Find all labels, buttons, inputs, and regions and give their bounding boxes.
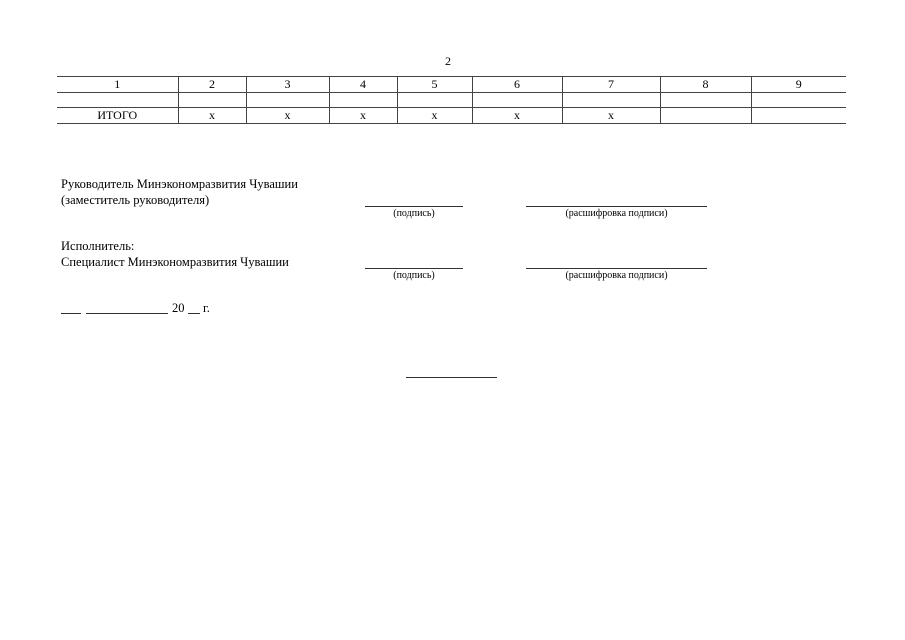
- table-cell: [562, 93, 660, 108]
- table-row: [57, 93, 846, 108]
- table-cell: х: [178, 108, 246, 124]
- head-position-line1: Руководитель Минэкономразвития Чувашии: [61, 177, 298, 191]
- table-header-cell: 4: [329, 77, 397, 93]
- table-cell: [246, 93, 329, 108]
- table-cell: [660, 108, 751, 124]
- page-number: 2: [445, 54, 451, 68]
- head-signature-caption: (подпись): [393, 208, 435, 219]
- head-transcript-caption: (расшифровка подписи): [565, 208, 668, 219]
- date-month-line: [86, 313, 168, 314]
- executor-signature-line: [365, 268, 463, 269]
- table-cell: [329, 93, 397, 108]
- table-cell: [751, 93, 846, 108]
- table-header-row: [57, 77, 846, 93]
- table-cell: [397, 93, 472, 108]
- table-cell: х: [397, 108, 472, 124]
- table-header-cell: 9: [751, 77, 846, 93]
- table-cell: х: [246, 108, 329, 124]
- table-header-cell: 3: [246, 77, 329, 93]
- date-year-line: [188, 313, 200, 314]
- closing-divider: [406, 377, 497, 378]
- executor-transcript-line: [526, 268, 707, 269]
- head-position-line2: (заместитель руководителя): [61, 193, 210, 207]
- executor-signature-caption: (подпись): [393, 270, 435, 281]
- date-day-line: [61, 313, 81, 314]
- table-cell: [751, 108, 846, 124]
- report-table: [57, 76, 846, 124]
- head-transcript-line: [526, 206, 707, 207]
- table-cell: х: [329, 108, 397, 124]
- table-header-cell: 5: [397, 77, 472, 93]
- total-label: ИТОГО: [57, 108, 178, 124]
- executor-label: Исполнитель:: [61, 239, 135, 253]
- date-year-prefix: 20: [172, 301, 185, 315]
- head-signature-line: [365, 206, 463, 207]
- table-header-cell: 8: [660, 77, 751, 93]
- table-cell: [660, 93, 751, 108]
- table-cell: [178, 93, 246, 108]
- table-header-cell: 2: [178, 77, 246, 93]
- table-cell: х: [472, 108, 562, 124]
- table-header-cell: 1: [57, 77, 178, 93]
- table-cell: [57, 93, 178, 108]
- table-total-row: [57, 108, 846, 124]
- table-header-cell: 7: [562, 77, 660, 93]
- table-header-cell: 6: [472, 77, 562, 93]
- table-cell: х: [562, 108, 660, 124]
- date-year-suffix: г.: [203, 301, 210, 315]
- table-cell: [472, 93, 562, 108]
- executor-title: Специалист Минэкономразвития Чувашии: [61, 255, 289, 269]
- executor-transcript-caption: (расшифровка подписи): [565, 270, 668, 281]
